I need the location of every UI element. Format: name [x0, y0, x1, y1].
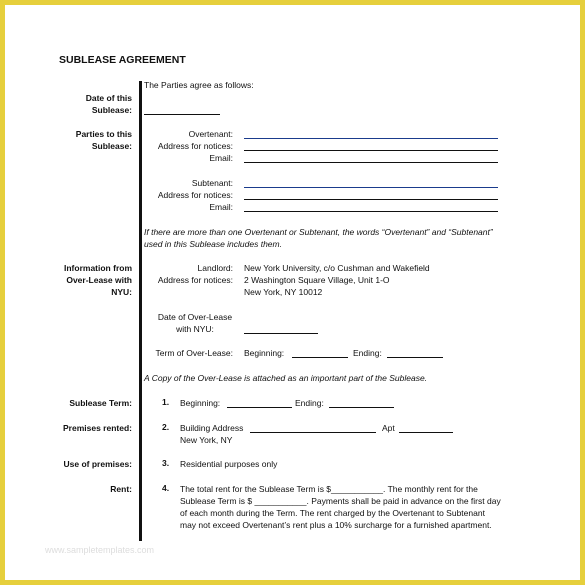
term-ending-field[interactable]	[329, 407, 394, 408]
parties-note-line1: If there are more than one Overtenant or Subtenant, the words “Overtenant” and “Subtenant”	[144, 227, 493, 237]
intro-text: The Parties agree as follows:	[144, 80, 254, 90]
overtenant-field[interactable]	[244, 138, 498, 139]
landlord-address-label: Address for notices:	[157, 275, 233, 285]
label-overlease-info: Information from Over-Lease with NYU:	[64, 263, 132, 297]
apt-field[interactable]	[399, 432, 453, 433]
term-ending-label: Ending:	[295, 398, 324, 408]
use-text: Residential purposes only	[180, 459, 278, 469]
overtenant-label: Overtenant:	[188, 129, 233, 139]
rent-line-2: Sublease Term is $ ___________. Payments shall be paid in advance on the first day	[180, 496, 501, 506]
subtenant-address-label: Address for notices:	[157, 190, 233, 200]
item-1-number: 1.	[162, 397, 170, 407]
date-field[interactable]	[144, 114, 220, 115]
landlord-label: Landlord:	[197, 263, 233, 273]
landlord-name: New York University, c/o Cushman and Wakefield	[244, 263, 430, 273]
overlease-beginning-label: Beginning:	[244, 348, 285, 358]
item-2-number: 2.	[162, 422, 170, 432]
overtenant-email-field[interactable]	[244, 162, 498, 163]
building-address-field[interactable]	[250, 432, 376, 433]
subtenant-email-label: Email:	[209, 202, 233, 212]
overlease-ending-label: Ending:	[353, 348, 382, 358]
label-rent: Rent:	[110, 484, 132, 494]
document-page	[5, 5, 580, 580]
subtenant-address-field[interactable]	[244, 199, 498, 200]
parties-note-line2: used in this Sublease includes them.	[144, 239, 282, 249]
rent-line-4: may not exceed Overtenant’s rent plus a 10% surcharge for a furnished apartment.	[180, 520, 492, 530]
label-use: Use of premises:	[63, 459, 132, 469]
document-title: SUBLEASE AGREEMENT	[59, 54, 186, 66]
overlease-date-field[interactable]	[244, 333, 318, 334]
overlease-beginning-field[interactable]	[292, 357, 348, 358]
overtenant-email-label: Email:	[209, 153, 233, 163]
overlease-ending-field[interactable]	[387, 357, 443, 358]
term-beginning-field[interactable]	[227, 407, 292, 408]
subtenant-label: Subtenant:	[191, 178, 233, 188]
overlease-date-label: Date of Over-Lease with NYU:	[157, 312, 233, 334]
subtenant-email-field[interactable]	[244, 211, 498, 212]
overtenant-address-label: Address for notices:	[157, 141, 233, 151]
rent-line-3: of each month during the Term. The rent charged by the Overtenant to Subtenant	[180, 508, 485, 518]
margin-rule	[139, 81, 142, 541]
apt-label: Apt	[382, 423, 395, 433]
copy-note: A Copy of the Over-Lease is attached as an important part of the Sublease.	[144, 373, 428, 383]
landlord-address-line2: New York, NY 10012	[244, 287, 323, 297]
subtenant-field[interactable]	[244, 187, 498, 188]
watermark: www.sampletemplates.com	[45, 545, 155, 555]
label-sublease-term: Sublease Term:	[69, 398, 132, 408]
overlease-term-label: Term of Over-Lease:	[155, 348, 233, 358]
item-4-number: 4.	[162, 483, 170, 493]
term-beginning-label: Beginning:	[180, 398, 221, 408]
label-premises: Premises rented:	[63, 423, 132, 433]
overtenant-address-field[interactable]	[244, 150, 498, 151]
label-date: Date of this Sublease:	[85, 93, 132, 115]
item-3-number: 3.	[162, 458, 170, 468]
premises-city: New York, NY	[180, 435, 233, 445]
landlord-address-line1: 2 Washington Square Village, Unit 1-O	[244, 275, 390, 285]
building-address-label: Building Address	[180, 423, 244, 433]
rent-line-1: The total rent for the Sublease Term is $___________. The monthly rent for the	[180, 484, 478, 494]
label-parties: Parties to this Sublease:	[75, 129, 132, 151]
